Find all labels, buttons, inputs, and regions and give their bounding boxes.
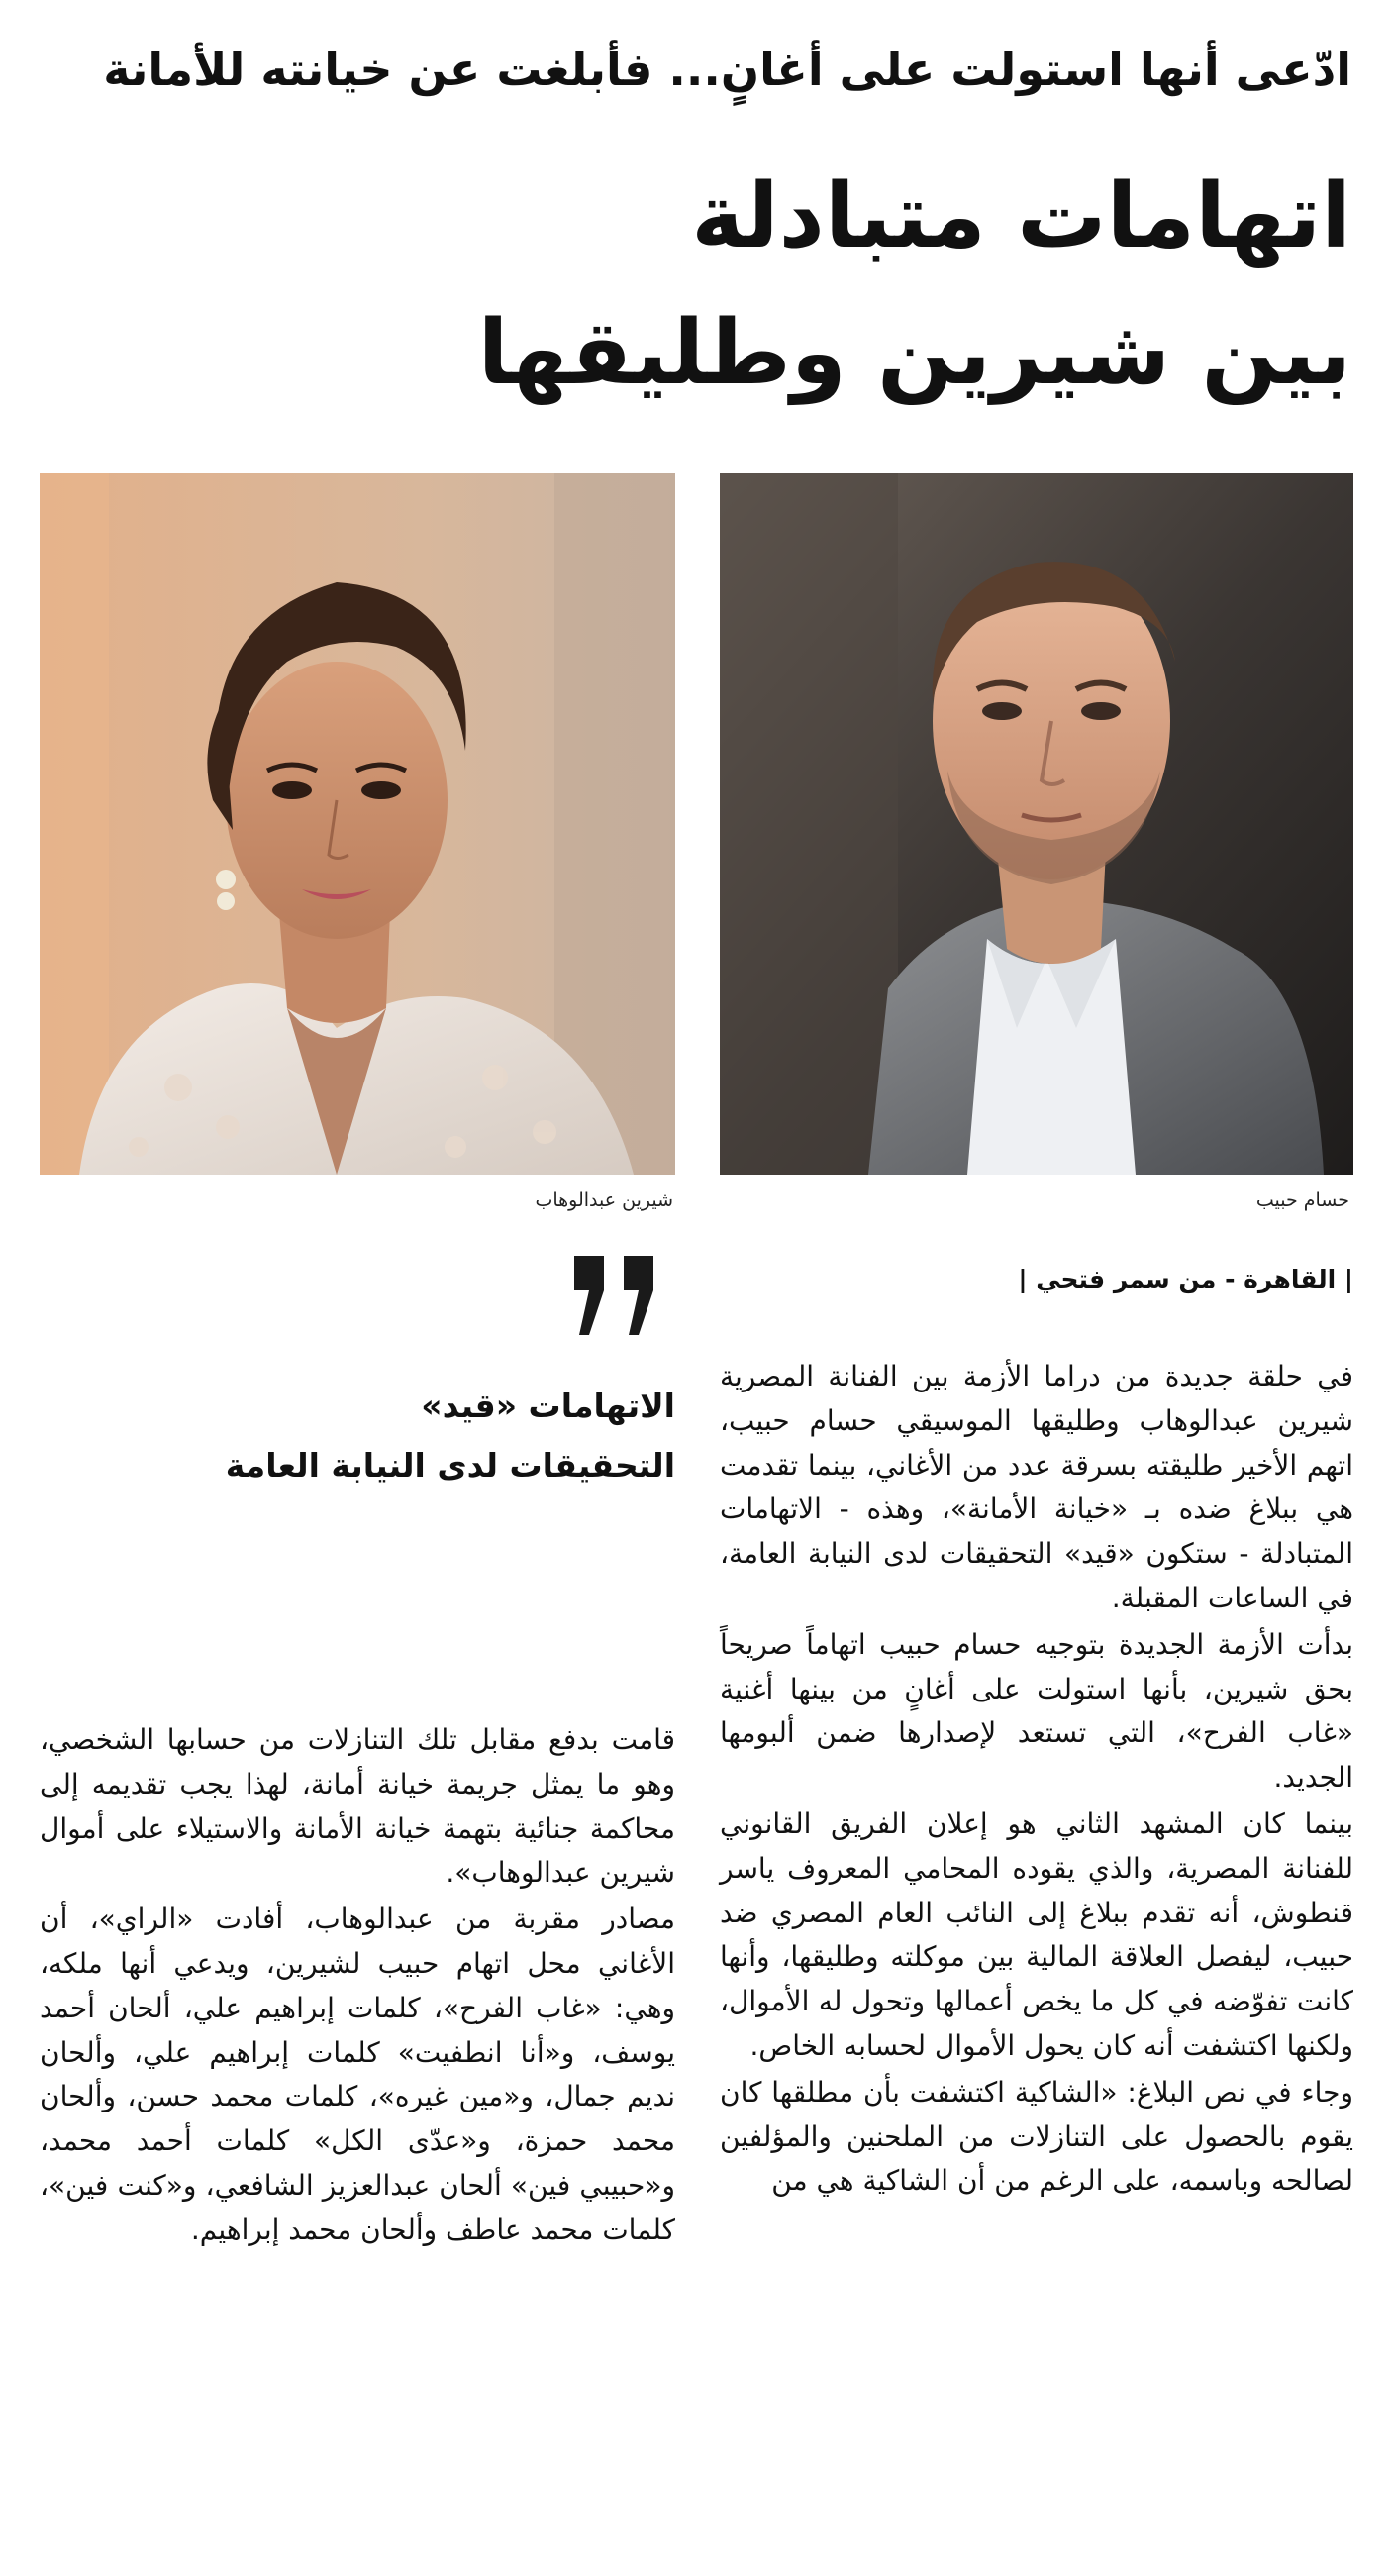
man-portrait-icon	[720, 473, 1353, 1175]
pull-quote-line-2: التحقيقات لدى النيابة العامة	[225, 1446, 675, 1485]
byline: | القاهرة - من سمر فتحي |	[1018, 1265, 1353, 1293]
pull-quote	[40, 1377, 675, 1495]
photo-sherine-abdelwahab	[40, 473, 675, 1175]
photo-caption-right: حسام حبيب	[1255, 1189, 1349, 1211]
quote-mark-icon	[564, 1246, 673, 1345]
paragraph: قامت بدفع مقابل تلك التنازلات من حسابها الشخصي، وهو ما يمثل جريمة خيانة أمانة، لهذا يجب تقديمه إلى محاكمة جنائية بتهمة خيانة الأمانة والاستيلاء على أموال شيرين عبدالوهاب».	[40, 1723, 675, 1890]
headline-line-1: اتهامات متبادلة	[691, 164, 1351, 268]
article-kicker: ادّعى أنها استولت على أغانٍ... فأبلغت عن خيانته للأمانة	[103, 43, 1351, 96]
paragraph: بينما كان المشهد الثاني هو إعلان الفريق القانوني للفنانة المصرية، والذي يقوده المحامي المعروف ياسر قنطوش، أنه تقدم ببلاغ إلى النائب العام المصري ضد حبيب، ليفصل العلاقة المالية بين موكلته وطليقها، وأنها كانت تفوّضه في كل ما يخص أعمالها وتحول له الأموال، ولكنها اكتشفت أنه كان يحول الأموال لحسابه الخاص.	[720, 1806, 1353, 2062]
paragraph: في حلقة جديدة من دراما الأزمة بين الفنانة المصرية شيرين عبدالوهاب وطليقها الموسيقي حسام حبيب، اتهم الأخير طليقته بسرقة عدد من الأغاني، بينما تقدمت هي ببلاغ ضده بـ «خيانة الأمانة»، وهذه - الاتهامات المتبادلة - ستكون «قيد» التحقيقات لدى النيابة العامة، في الساعات المقبلة.	[720, 1360, 1353, 1614]
article-body-right-column	[720, 1355, 1353, 2204]
article-headline	[42, 149, 1351, 422]
paragraph: وجاء في نص البلاغ: «الشاكية اكتشفت بأن مطلقها كان يقوم بالحصول على التنازلات من الملحنين والمؤلفين لصالحه وباسمه، على الرغم من أن الشاكية هي من	[720, 2075, 1353, 2198]
article-body-left-column	[40, 1718, 675, 2253]
headline-line-2: بين شيرين وطليقها	[477, 301, 1351, 405]
woman-portrait-icon	[40, 473, 675, 1175]
paragraph: مصادر مقربة من عبدالوهاب، أفادت «الراي»، أن الأغاني محل اتهام حبيب لشيرين، ويدعي أنها ملكه، وهي: «غاب الفرح»، كلمات إبراهيم علي، ألحان أحمد يوسف، و«أنا انطفيت» كلمات إبراهيم علي، وألحان نديم جمال، و«مين غيره»، كلمات محمد حسن، وألحان محمد حمزة، و«عدّى الكل» كلمات أحمد محمد، و«حبيبي فين» ألحان عبدالعزيز الشافعي، و«كنت فين»، كلمات محمد عاطف وألحان محمد إبراهيم.	[40, 1903, 675, 2246]
photo-caption-left: شيرين عبدالوهاب	[535, 1189, 673, 1211]
paragraph: بدأت الأزمة الجديدة بتوجيه حسام حبيب اتهاماً صريحاً بحق شيرين، بأنها استولت على أغانٍ من بينها أغنية «غاب الفرح»، التي تستعد لإصدارها ضمن ألبومها الجديد.	[720, 1627, 1353, 1795]
photo-hossam-habib	[720, 473, 1353, 1175]
pull-quote-line-1: الاتهامات «قيد»	[421, 1387, 675, 1425]
